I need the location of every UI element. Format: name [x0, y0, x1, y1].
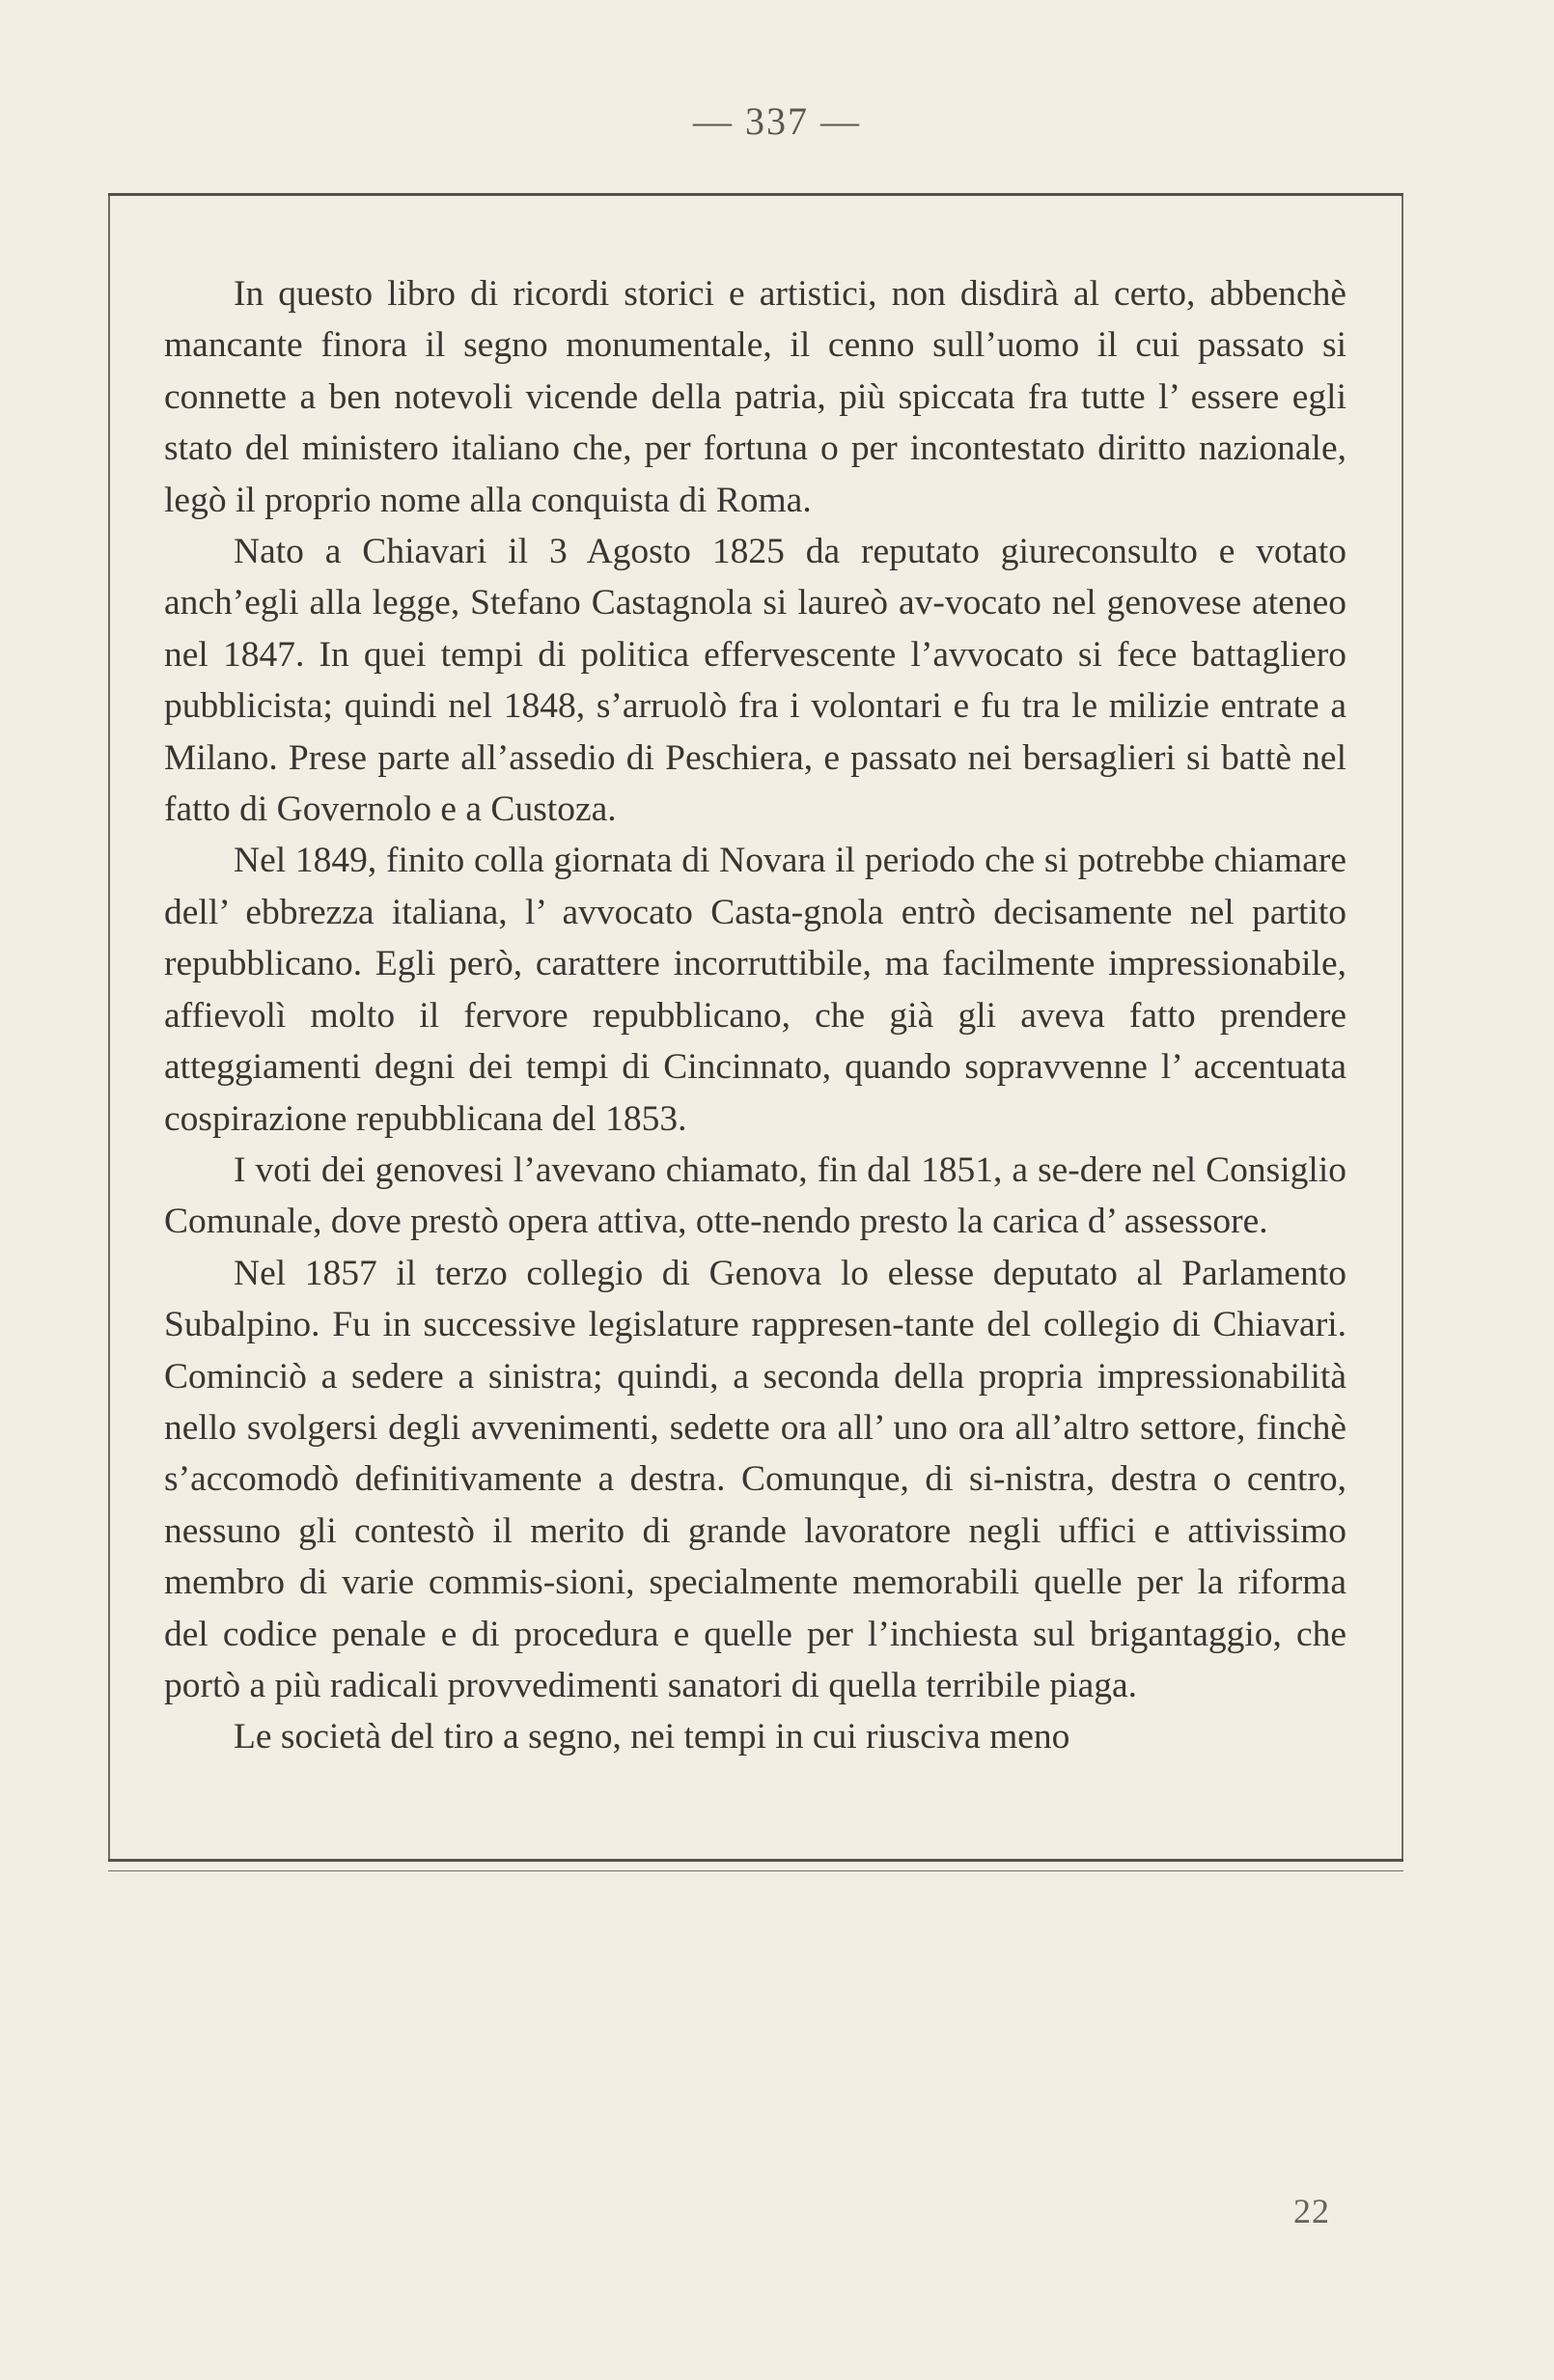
- body-text: [164, 268, 1346, 1763]
- top-rule: [108, 193, 1403, 196]
- bottom-rule: [108, 1859, 1403, 1871]
- paragraph: Nato a Chiavari il 3 Agosto 1825 da reputato giureconsulto e votato anch’egli alla legge, Stefano Castagnola si laureò av-vocato nel genovese ateneo nel 1847. In quei tempi di politica effervescente l’avvocato si fece battagliero pubblicista; quindi nel 1848, s’arruolò fra i volontari e fu tra le milizie entrate a Milano. Prese parte all’assedio di Peschiera, e passato nei bersaglieri si battè nel fatto di Governolo e a Custoza.: [164, 532, 1346, 830]
- paragraph: Nel 1857 il terzo collegio di Genova lo elesse deputato al Parlamento Subalpino. Fu in successive legislature rappresen-tante del collegio di Chiavari. Cominciò a sedere a sinistra; quindi, a seconda della propria impressionabilità nello svolgersi degli avvenimenti, sedette ora all’ uno ora all’altro settore, finchè s’accomodò definitivamente a destra. Comunque, di si-nistra, destra o centro, nessuno gli contestò il merito di grande lavoratore negli uffici e attivissimo membro di varie commis-sioni, specialmente memorabili quelle per la riforma del codice penale e di procedura e quelle per l’inchiesta sul brigantaggio, che portò a più radicali provvedimenti sanatori di quella terribile piaga.: [164, 1253, 1346, 1705]
- signature-mark: 22: [1293, 2192, 1330, 2230]
- paragraph: Le società del tiro a segno, nei tempi in cui riusciva meno: [234, 1717, 1070, 1757]
- paragraph: Nel 1849, finito colla giornata di Novara il periodo che si potrebbe chiamare dell’ ebbrezza italiana, l’ avvocato Casta-gnola entrò decisamente nel partito repubblicano. Egli però, carattere incorruttibile, ma facilmente impressionabile, affievolì molto il fervore repubblicano, che già gli aveva fatto prendere atteggiamenti degni dei tempi di Cincinnato, quando sopravvenne l’ accentuata cospirazione repubblicana del 1853.: [164, 841, 1346, 1139]
- page-number: — 337 —: [693, 99, 861, 143]
- paragraph: I voti dei genovesi l’avevano chiamato, fin dal 1851, a se-dere nel Consiglio Comunale, dove prestò opera attiva, otte-nendo presto la carica d’ assessore.: [164, 1149, 1346, 1242]
- paragraph: In questo libro di ricordi storici e artistici, non disdirà al certo, abbenchè mancante finora il segno monumentale, il cenno sull’uomo il cui passato si connette a ben notevoli vicende della patria, più spiccata fra tutte l’ essere egli stato del ministero italiano che, per fortuna o per incontestato diritto nazionale, legò il proprio nome alla conquista di Roma.: [164, 274, 1346, 520]
